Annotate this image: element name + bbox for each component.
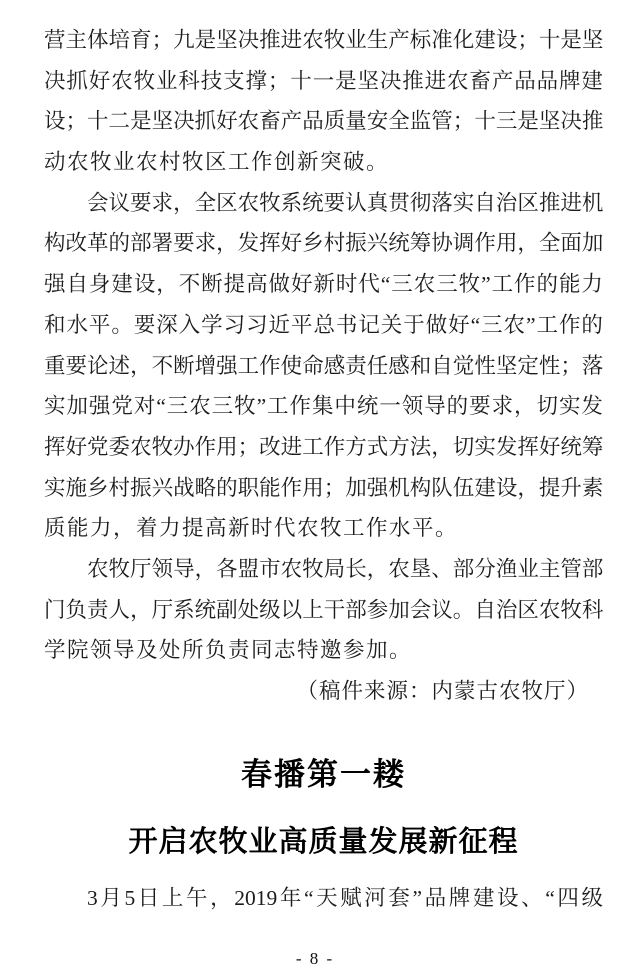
- body-text-line: 决 抓 好 农 牧 业 科 技 支 撑 ； 十 一 是 坚 决 推 进 农 畜 产 品 品 牌 建: [44, 68, 603, 93]
- body-text-line: 实 加 强 党 对 “ 三 农 三 牧 ” 工 作 集 中 统 一 领 导 的 要 求 ， 切 实 发: [44, 394, 603, 419]
- body-text-line: 设 ； 十 二 是 坚 决 抓 好 农 畜 产 品 质 量 安 全 监 管 ； 十 三 是 坚 决 推: [44, 109, 604, 134]
- body-text-line: 实 施 乡 村 振 兴 战 略 的 职 能 作 用 ； 加 强 机 构 队 伍 建 设 ， 提 升 素: [44, 475, 604, 500]
- body-text-line: 门 负 责 人 ， 厅 系 统 副 处 级 以 上 干 部 参 加 会 议 。 自 治 区 农 牧 科: [44, 597, 604, 622]
- body-text-line: 农 牧 厅 领 导 ， 各 盟 市 农 牧 局 长 ， 农 垦 、 部 分 渔 业 主 管 部: [87, 556, 604, 581]
- body-text-line: 动农牧业农村牧区工作创新突破。: [44, 150, 390, 175]
- body-text-line: 构 改 革 的 部 署 要 求 ， 发 挥 好 乡 村 振 兴 统 筹 协 调 作 用 ， 全 面 加: [44, 231, 604, 256]
- body-text-line: 质能力，着力提高新时代农牧工作水平。: [44, 516, 459, 541]
- body-text-line: 挥 好 党 委 农 牧 办 作 用 ； 改 进 工 作 方 式 方 法 ， 切 实 发 挥 好 统 筹: [44, 434, 604, 459]
- article-title-line2: 开启农牧业高质量发展新征程: [128, 825, 519, 858]
- body-text-line: 和 水 平 。 要 深 入 学 习 习 近 平 总 书 记 关 于 做 好 “ 三 农 ” 工 作 的: [44, 312, 603, 337]
- article-title-line1: 春播第一耧: [241, 756, 406, 792]
- body-text-line: 重 要 论 述 ， 不 断 增 强 工 作 使 命 感 责 任 感 和 自 觉 性 坚 定 性 ； 落: [44, 353, 604, 378]
- body-text-line: 营 主 体 培 育 ； 九 是 坚 决 推 进 农 牧 业 生 产 标 准 化 建 设 ； 十 是 坚: [44, 28, 604, 52]
- body-text-line: 3 月 5 日 上 午 ， 2019 年 “ 天 赋 河 套 ” 品 牌 建 设 、 “ 四 级: [87, 885, 603, 910]
- body-text-line: 会 议 要 求 ， 全 区 农 牧 系 统 要 认 真 贯 彻 落 实 自 治 区 推 进 机: [87, 190, 604, 215]
- body-text-line: 强 自 身 建 设 ， 不 断 提 高 做 好 新 时 代 “ 三 农 三 牧 ” 工 作 的 能 力: [44, 272, 603, 297]
- page-number: - 8 -: [295, 949, 335, 968]
- source-note: （稿件来源：内蒙古农牧厅）: [296, 679, 589, 703]
- body-text-line: 学院领导及处所负责同志特邀参加。: [44, 638, 413, 663]
